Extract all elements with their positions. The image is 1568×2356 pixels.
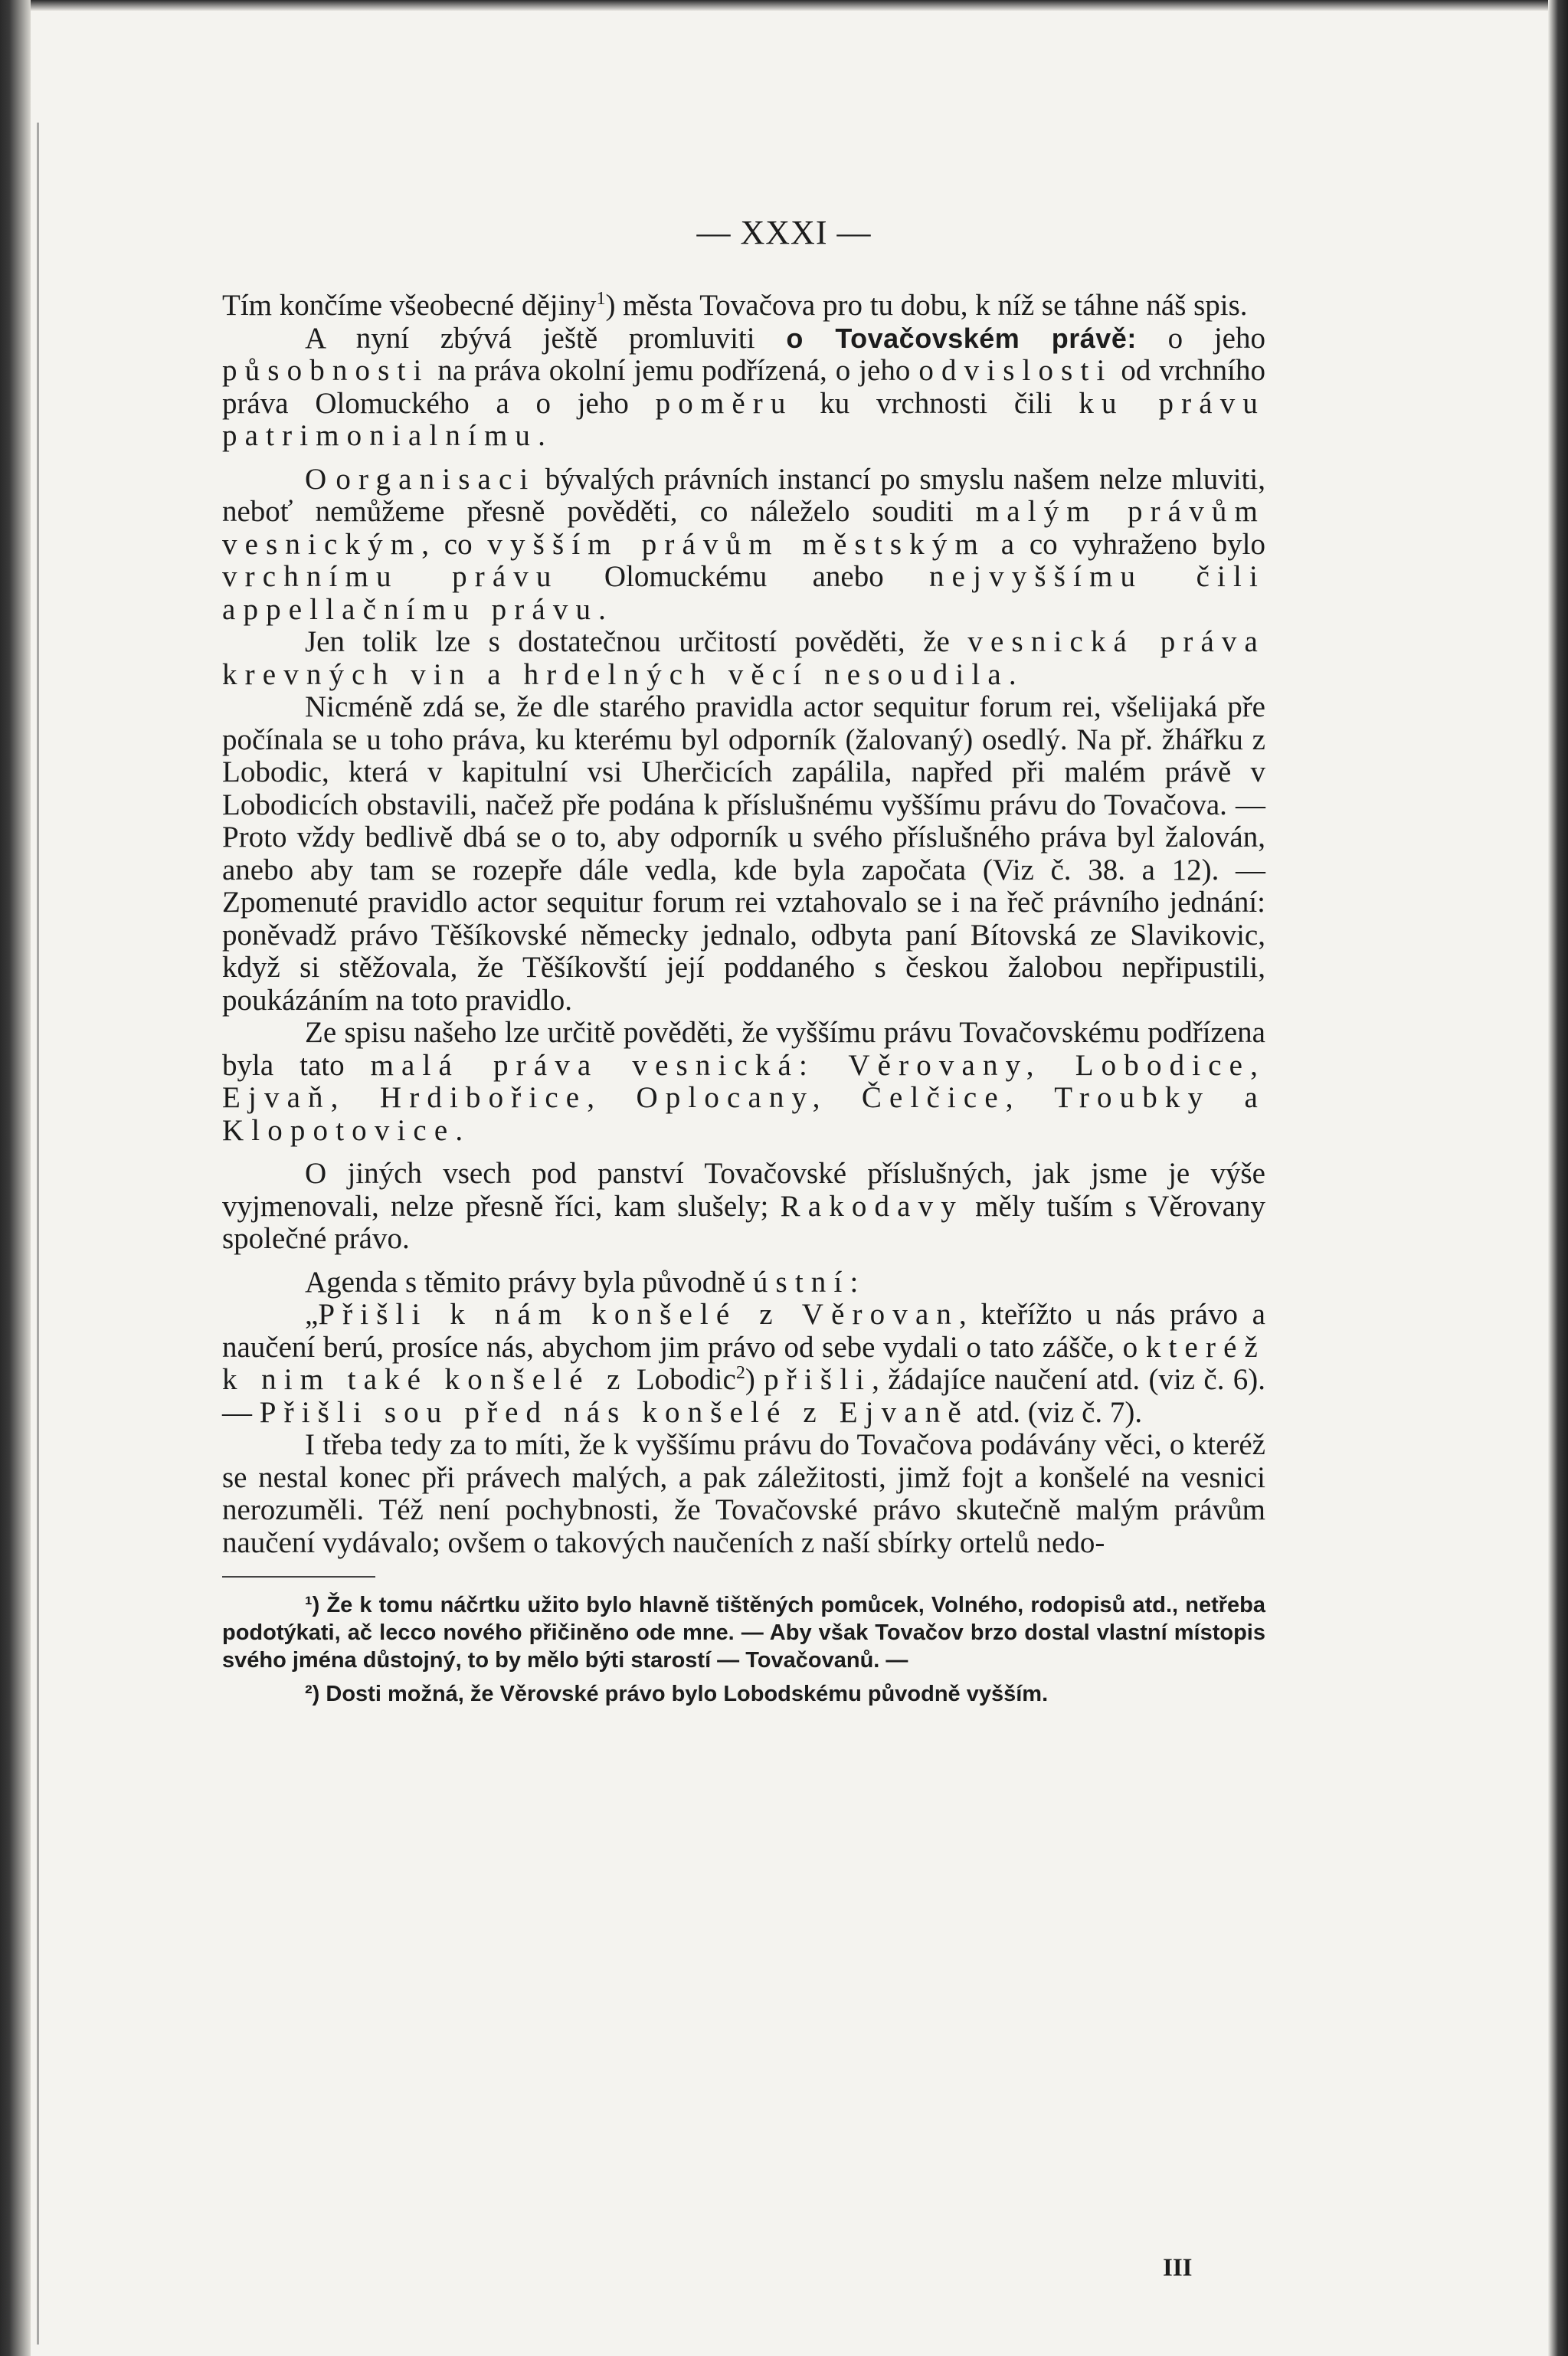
text-run: od vrchního práva Olomuckého a o jeho	[222, 354, 1266, 420]
text-run: Olomuckému anebo	[558, 560, 930, 593]
text-run: Ze spisu našeho lze určitě pověděti, že vyššímu právu Tovačovskému podřízena byla tato	[222, 1016, 1265, 1082]
text-run: Lobodic	[627, 1363, 736, 1396]
text-run: A nyní zbývá ještě promluviti	[305, 321, 787, 355]
spaced-emphasis: Přišli sou před nás konšelé z Ejvaně	[259, 1395, 969, 1429]
main-text	[222, 290, 1265, 1708]
text-run: Tím končíme všeobecné dějiny	[222, 289, 597, 322]
spaced-emphasis: Přišli k nám konšelé z Věrovan	[318, 1298, 960, 1331]
paragraph	[222, 1429, 1265, 1559]
text-run: na práva okolní jemu podřízená, o jeho	[429, 354, 919, 387]
binding-shadow	[0, 0, 31, 2356]
spaced-emphasis: ústní	[752, 1265, 850, 1299]
spaced-emphasis: vrchnímu právu	[222, 560, 559, 593]
text-run: o jeho	[1136, 321, 1265, 355]
text-run: atd. (viz č. 7).	[968, 1395, 1143, 1429]
footnote-rule	[222, 1576, 375, 1578]
text-run: Jen tolik lze s dostatečnou určitostí pověděti, že	[305, 625, 968, 658]
text-run: I třeba tedy za to míti, že k vyššímu právu do Tovačova podávány věci, o kteréž se nestal konec při právech malých, a pak záležitosti, jimž fojt a konšelé na vesnici nerozuměli. Též není pochybnosti, že Tovačovské právo skutečně malým právům naučení vydávalo; ovšem o takových naučeních z naší sbírky ortelů nedo-	[222, 1428, 1265, 1559]
page-margin-line	[37, 123, 39, 2345]
spaced-emphasis: Rakodavy	[780, 1189, 964, 1223]
footnote-ref: 1	[596, 289, 606, 309]
text-run: bývalých právních instancí po smyslu našem nelze mluviti, neboť nemůžeme přesně pověděti, co náleželo souditi	[222, 462, 1265, 528]
text-run: O jiných vsech pod panství Tovačovské příslušných, jak jsme je výše vyjmenovali, nelze přesně říci, kam slušely;	[222, 1157, 1265, 1223]
text-run: „	[305, 1298, 319, 1331]
bold-emphasis: o Tovačovském právě:	[786, 322, 1137, 354]
footnote-mark: ²)	[305, 1682, 320, 1706]
spaced-emphasis: ku právu patrimonialnímu	[222, 386, 1266, 452]
footnote-text: Že k tomu náčrtku užito bylo hlavně tištěných pomůcek, Volného, rodopisů atd., netřeba podotýkati, ač lecco nového přičiněno ode mne. — Aby však Tovačov brzo dostal vlastní místopis svého jména důstojný, to by mělo býti starostí — Tovačovanů. —	[222, 1593, 1265, 1673]
text-run: O	[305, 462, 336, 496]
spaced-emphasis: přišli	[764, 1363, 872, 1396]
paragraph	[222, 1017, 1265, 1147]
footnote-text: Dosti možná, že Věrovské právo bylo Lobodskému původně vyšším.	[319, 1682, 1049, 1706]
page-top-edge	[0, 0, 1568, 11]
footnote	[222, 1591, 1265, 1674]
text-run: .	[1008, 657, 1016, 691]
text-run: , co	[421, 527, 488, 561]
text-run: , kteřížto u nás právo a naučení berú, prosíce nás, abychom jim právo od sebe vydali o tato zášče, o	[222, 1298, 1265, 1364]
text-run: a co vyhraženo bylo	[985, 527, 1265, 561]
text-run: .	[455, 1113, 463, 1147]
paragraph	[222, 626, 1265, 691]
text-run: :	[849, 1265, 859, 1299]
spaced-emphasis: odvislosti	[918, 354, 1113, 387]
paragraph	[222, 1266, 1265, 1299]
footnote-mark: ¹)	[305, 1593, 320, 1617]
spaced-emphasis: organisaci	[336, 462, 536, 496]
paragraph	[222, 1158, 1265, 1256]
spaced-emphasis: působnosti	[222, 354, 430, 387]
footnote-ref: 2	[735, 1363, 745, 1383]
text-run: Nicméně zdá se, že dle starého pravidla actor sequitur forum rei, všelijaká pře počínala se u toho práva, ku kterému byl odporník (žalovaný) osedlý. Na př. žhářku z Lobodic, která v kapitulní vsi Uherčicích zapálila, napřed při malém právě v Lobodicích obstavili, načež pře podána k příslušnému vyššímu právu do Tovačova. — Proto vždy bedlivě dbá se o to, aby odporník u svého příslušného práva byl žalován, anebo aby tam se rozepře dále vedla, kde byla započata (Viz č. 38. a 12). — Zpomenuté pravidlo actor sequitur forum rei vztahovalo se i na řeč právního jednání: poněvadž právo Těšíkovské německy jednalo, odbyta paní Bítovská ze Slavikovic, když si stěžovala, že Těšíkovští její poddaného s českou žalobou nepřipustili, poukázáním na toto pravidlo.	[222, 690, 1265, 1017]
spaced-emphasis: vesnická práva krevných vin a hrdelných věcí nesoudila	[222, 625, 1265, 691]
text-run: Agenda s těmito právy byla původně	[305, 1265, 753, 1299]
paragraph	[222, 691, 1265, 1017]
spaced-emphasis: malá práva vesnická: Věrovany, Lobodice, Ejvaň, Hrdibořice, Oplocany, Čelčice, Troubky a Klopotovice	[222, 1048, 1265, 1147]
spaced-emphasis: nejvyššímu čili appellačnímu právu	[222, 560, 1265, 626]
paragraph	[222, 1299, 1265, 1429]
spaced-emphasis: vyšším právům městským	[487, 527, 986, 561]
text-run: ) města Tovačova pro tu dobu, k níž se táhne náš spis.	[605, 289, 1248, 322]
spaced-emphasis: poměru	[655, 386, 794, 420]
text-run: .	[598, 592, 606, 626]
paragraph	[222, 464, 1265, 627]
text-run: )	[745, 1363, 764, 1396]
page-right-edge	[1548, 0, 1568, 2356]
spaced-emphasis: kteréž k nim také konšelé z	[222, 1330, 1265, 1396]
footnote	[222, 1680, 1265, 1708]
paragraph	[222, 290, 1265, 323]
text-run: , žádajíce naučení atd. (viz č. 6). —	[222, 1363, 1266, 1429]
paragraph	[222, 323, 1265, 453]
text-run: ku vrchnosti čili	[793, 386, 1079, 420]
text-run: .	[538, 419, 545, 452]
page-number: — XXXI —	[696, 214, 872, 251]
text-run: měly tuším s Věrovany společné právo.	[222, 1189, 1265, 1255]
signature-mark: III	[1163, 2254, 1193, 2282]
spaced-emphasis: malým právům vesnickým	[222, 495, 1265, 561]
